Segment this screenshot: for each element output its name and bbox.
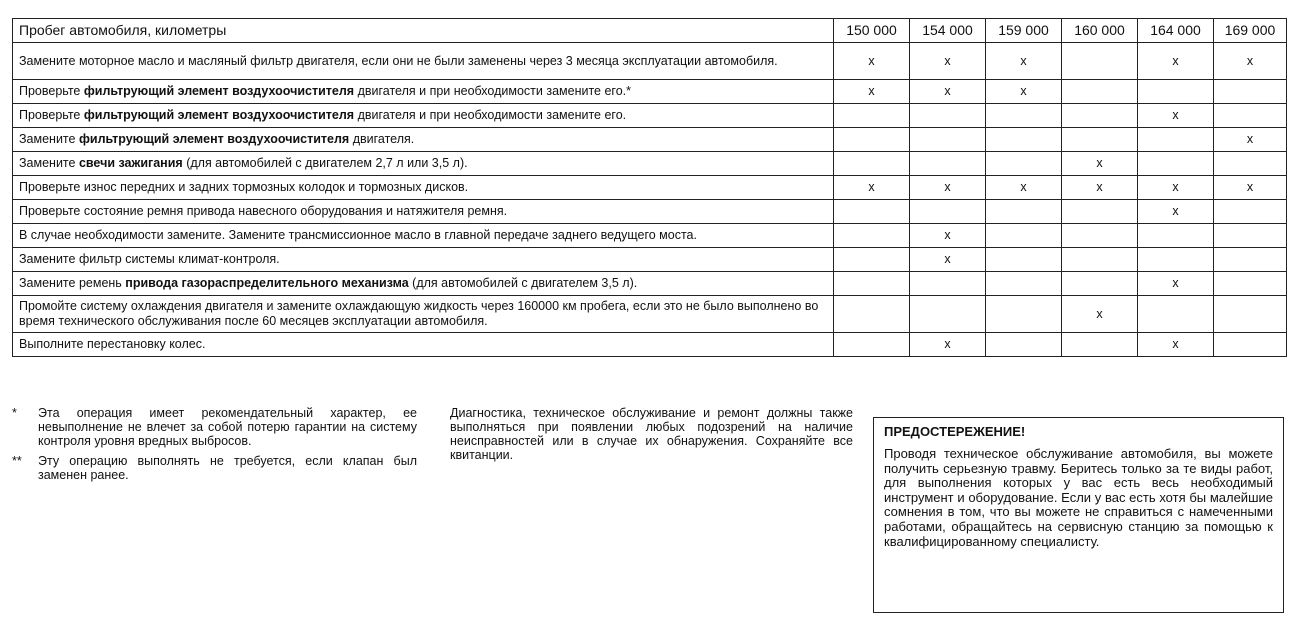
operation-cell xyxy=(13,43,834,80)
service-mark-cell xyxy=(1138,248,1214,272)
service-mark-cell xyxy=(986,296,1062,333)
warning-box xyxy=(873,417,1284,613)
operation-cell xyxy=(13,176,834,200)
service-mark-cell xyxy=(910,128,986,152)
operation-text: Замените xyxy=(19,156,79,170)
service-mark-cell xyxy=(910,272,986,296)
table-row xyxy=(13,104,1287,128)
service-mark-cell xyxy=(1138,296,1214,333)
service-mark-cell xyxy=(1214,296,1287,333)
service-mark-cell xyxy=(986,152,1062,176)
service-mark-cell: x xyxy=(910,248,986,272)
operation-text: Замените xyxy=(19,132,79,146)
diagnostics-note: Диагностика, техническое обслуживание и ремонт должны также выполняться при появлении любых подозрений на наличие неисправностей или в случае их обнаружения. Сохраняйте все квитанции. xyxy=(450,406,853,462)
mileage-header: Пробег автомобиля, километры xyxy=(13,19,834,43)
service-mark-cell xyxy=(1138,80,1214,104)
operation-keyword: свечи зажигания xyxy=(78,156,183,170)
operation-text: (для автомобилей с двигателем 3,5 л). xyxy=(408,276,638,290)
operation-keyword: фильтрующий элемент воздухоочистителя xyxy=(83,84,355,98)
operation-text: Замените фильтр системы климат-контроля. xyxy=(19,252,280,266)
operation-text: В случае необходимости замените. Замените трансмиссионное масло в главной передаче заднего ведущего моста. xyxy=(19,228,697,242)
operation-cell xyxy=(13,333,834,357)
footnote-text: Эта операция имеет рекомендательный характер, ее невыполнение не влечет за собой потерю гарантии на систему контроля уровня вредных выбросов. xyxy=(38,406,417,448)
service-mark-cell xyxy=(986,224,1062,248)
service-mark-cell xyxy=(1214,152,1287,176)
service-mark-cell: x xyxy=(1138,200,1214,224)
service-mark-cell xyxy=(910,152,986,176)
service-mark-cell xyxy=(1214,224,1287,248)
service-mark-cell xyxy=(1138,224,1214,248)
service-mark-cell: x xyxy=(1062,296,1138,333)
operation-cell xyxy=(13,296,834,333)
service-mark-cell: x xyxy=(986,80,1062,104)
mileage-column-header: 150 000 xyxy=(834,19,910,43)
operation-keyword: фильтрующий элемент воздухоочистителя xyxy=(78,132,350,146)
footnote xyxy=(12,454,417,482)
operation-cell xyxy=(13,272,834,296)
service-mark-cell xyxy=(986,333,1062,357)
service-mark-cell xyxy=(834,104,910,128)
table-row xyxy=(13,248,1287,272)
warning-title: ПРЕДОСТЕРЕЖЕНИЕ! xyxy=(884,424,1026,439)
operation-text: Выполните перестановку колес. xyxy=(19,337,206,351)
operation-cell xyxy=(13,224,834,248)
service-mark-cell: x xyxy=(834,176,910,200)
service-mark-cell xyxy=(986,128,1062,152)
service-mark-cell xyxy=(1062,104,1138,128)
service-mark-cell: x xyxy=(986,176,1062,200)
service-mark-cell xyxy=(1214,80,1287,104)
service-mark-cell xyxy=(1062,43,1138,80)
service-mark-cell xyxy=(910,296,986,333)
service-mark-cell xyxy=(1062,272,1138,296)
table-row xyxy=(13,128,1287,152)
service-mark-cell xyxy=(1214,104,1287,128)
operation-cell xyxy=(13,152,834,176)
table-row xyxy=(13,272,1287,296)
operation-text: Проверьте износ передних и задних тормозных колодок и тормозных дисков. xyxy=(19,180,469,194)
service-mark-cell: x xyxy=(1062,152,1138,176)
table-row xyxy=(13,224,1287,248)
table-row xyxy=(13,43,1287,80)
mileage-column-header: 160 000 xyxy=(1062,19,1138,43)
service-mark-cell xyxy=(834,200,910,224)
service-mark-cell: x xyxy=(1062,176,1138,200)
mileage-column-header: 154 000 xyxy=(910,19,986,43)
mileage-column-header: 159 000 xyxy=(986,19,1062,43)
service-mark-cell: x xyxy=(910,176,986,200)
operation-text: Проверьте состояние ремня привода навесного оборудования и натяжителя ремня. xyxy=(19,204,508,218)
service-mark-cell: x xyxy=(834,43,910,80)
service-mark-cell xyxy=(1214,248,1287,272)
operation-text: Промойте систему охлаждения двигателя и замените охлаждающую жидкость через 160000 км пробега, если это не было выполнено во время технического обслуживания после 60 месяцев эксплуатации автомобиля. xyxy=(19,299,819,328)
warning-text: Проводя техническое обслуживание автомобиля, вы можете получить серьезную травму. Беритесь только за те виды работ, для выполнения которых у вас есть весь необходимый инструмент и оборудование. Если у вас есть хотя бы малейшие сомнения в том, что вы можете не справиться с намеченными работами, обращайтесь на сервисную станцию за помощью к квалифицированному специалисту. xyxy=(884,446,1273,549)
operation-cell xyxy=(13,128,834,152)
service-mark-cell xyxy=(986,200,1062,224)
operation-text: (для автомобилей с двигателем 2,7 л или 3,5 л). xyxy=(182,156,468,170)
operation-keyword: привода газораспределительного механизма xyxy=(125,276,409,290)
service-mark-cell: x xyxy=(834,80,910,104)
service-mark-cell: x xyxy=(1214,176,1287,200)
operation-text: Замените моторное масло и масляный фильтр двигателя, если они не были заменены через 3 месяца эксплуатации автомобиля. xyxy=(19,53,778,68)
table-row xyxy=(13,176,1287,200)
service-mark-cell: x xyxy=(986,43,1062,80)
table-row xyxy=(13,200,1287,224)
service-mark-cell xyxy=(834,333,910,357)
service-mark-cell xyxy=(986,248,1062,272)
service-mark-cell: x xyxy=(1214,43,1287,80)
footnote-mark: * xyxy=(12,406,17,420)
service-mark-cell xyxy=(1138,128,1214,152)
service-mark-cell: x xyxy=(910,43,986,80)
service-mark-cell: x xyxy=(1138,176,1214,200)
operation-cell xyxy=(13,200,834,224)
footnote-text: Эту операцию выполнять не требуется, если клапан был заменен ранее. xyxy=(38,454,417,482)
operation-text: двигателя и при необходимости замените его.* xyxy=(354,84,631,98)
mileage-column-header: 164 000 xyxy=(1138,19,1214,43)
service-mark-cell: x xyxy=(910,333,986,357)
service-mark-cell xyxy=(834,272,910,296)
maintenance-schedule-table xyxy=(12,18,1287,357)
service-mark-cell xyxy=(834,248,910,272)
service-mark-cell xyxy=(834,296,910,333)
service-mark-cell xyxy=(834,152,910,176)
footnote xyxy=(12,406,417,448)
service-mark-cell xyxy=(986,272,1062,296)
service-mark-cell xyxy=(1138,152,1214,176)
service-mark-cell: x xyxy=(1214,128,1287,152)
operation-text: Проверьте xyxy=(19,84,84,98)
service-mark-cell: x xyxy=(1138,104,1214,128)
table-row xyxy=(13,152,1287,176)
service-mark-cell: x xyxy=(1138,43,1214,80)
operation-text: Замените ремень xyxy=(19,276,126,290)
service-mark-cell xyxy=(1062,80,1138,104)
operation-keyword: фильтрующий элемент воздухоочистителя xyxy=(83,108,355,122)
service-mark-cell xyxy=(1214,200,1287,224)
service-mark-cell xyxy=(834,224,910,248)
table-header-row xyxy=(13,19,1287,43)
service-mark-cell: x xyxy=(910,224,986,248)
footnote-mark: ** xyxy=(12,454,22,468)
service-mark-cell xyxy=(910,104,986,128)
operation-text: двигателя. xyxy=(349,132,415,146)
service-mark-cell xyxy=(1062,333,1138,357)
table-row xyxy=(13,80,1287,104)
table-row xyxy=(13,333,1287,357)
service-mark-cell: x xyxy=(1138,272,1214,296)
footnotes xyxy=(12,406,417,488)
operation-text: Проверьте xyxy=(19,108,84,122)
operation-cell xyxy=(13,80,834,104)
service-mark-cell xyxy=(834,128,910,152)
maintenance-table-container xyxy=(12,18,1287,357)
operation-cell xyxy=(13,248,834,272)
operation-cell xyxy=(13,104,834,128)
service-mark-cell xyxy=(1214,272,1287,296)
service-mark-cell xyxy=(986,104,1062,128)
table-body xyxy=(13,43,1287,357)
service-mark-cell: x xyxy=(910,80,986,104)
service-mark-cell xyxy=(1062,128,1138,152)
operation-text: двигателя и при необходимости замените его. xyxy=(354,108,627,122)
service-mark-cell xyxy=(910,200,986,224)
mileage-column-header: 169 000 xyxy=(1214,19,1287,43)
service-mark-cell xyxy=(1214,333,1287,357)
service-mark-cell: x xyxy=(1138,333,1214,357)
service-mark-cell xyxy=(1062,224,1138,248)
service-mark-cell xyxy=(1062,248,1138,272)
service-mark-cell xyxy=(1062,200,1138,224)
table-row xyxy=(13,296,1287,333)
